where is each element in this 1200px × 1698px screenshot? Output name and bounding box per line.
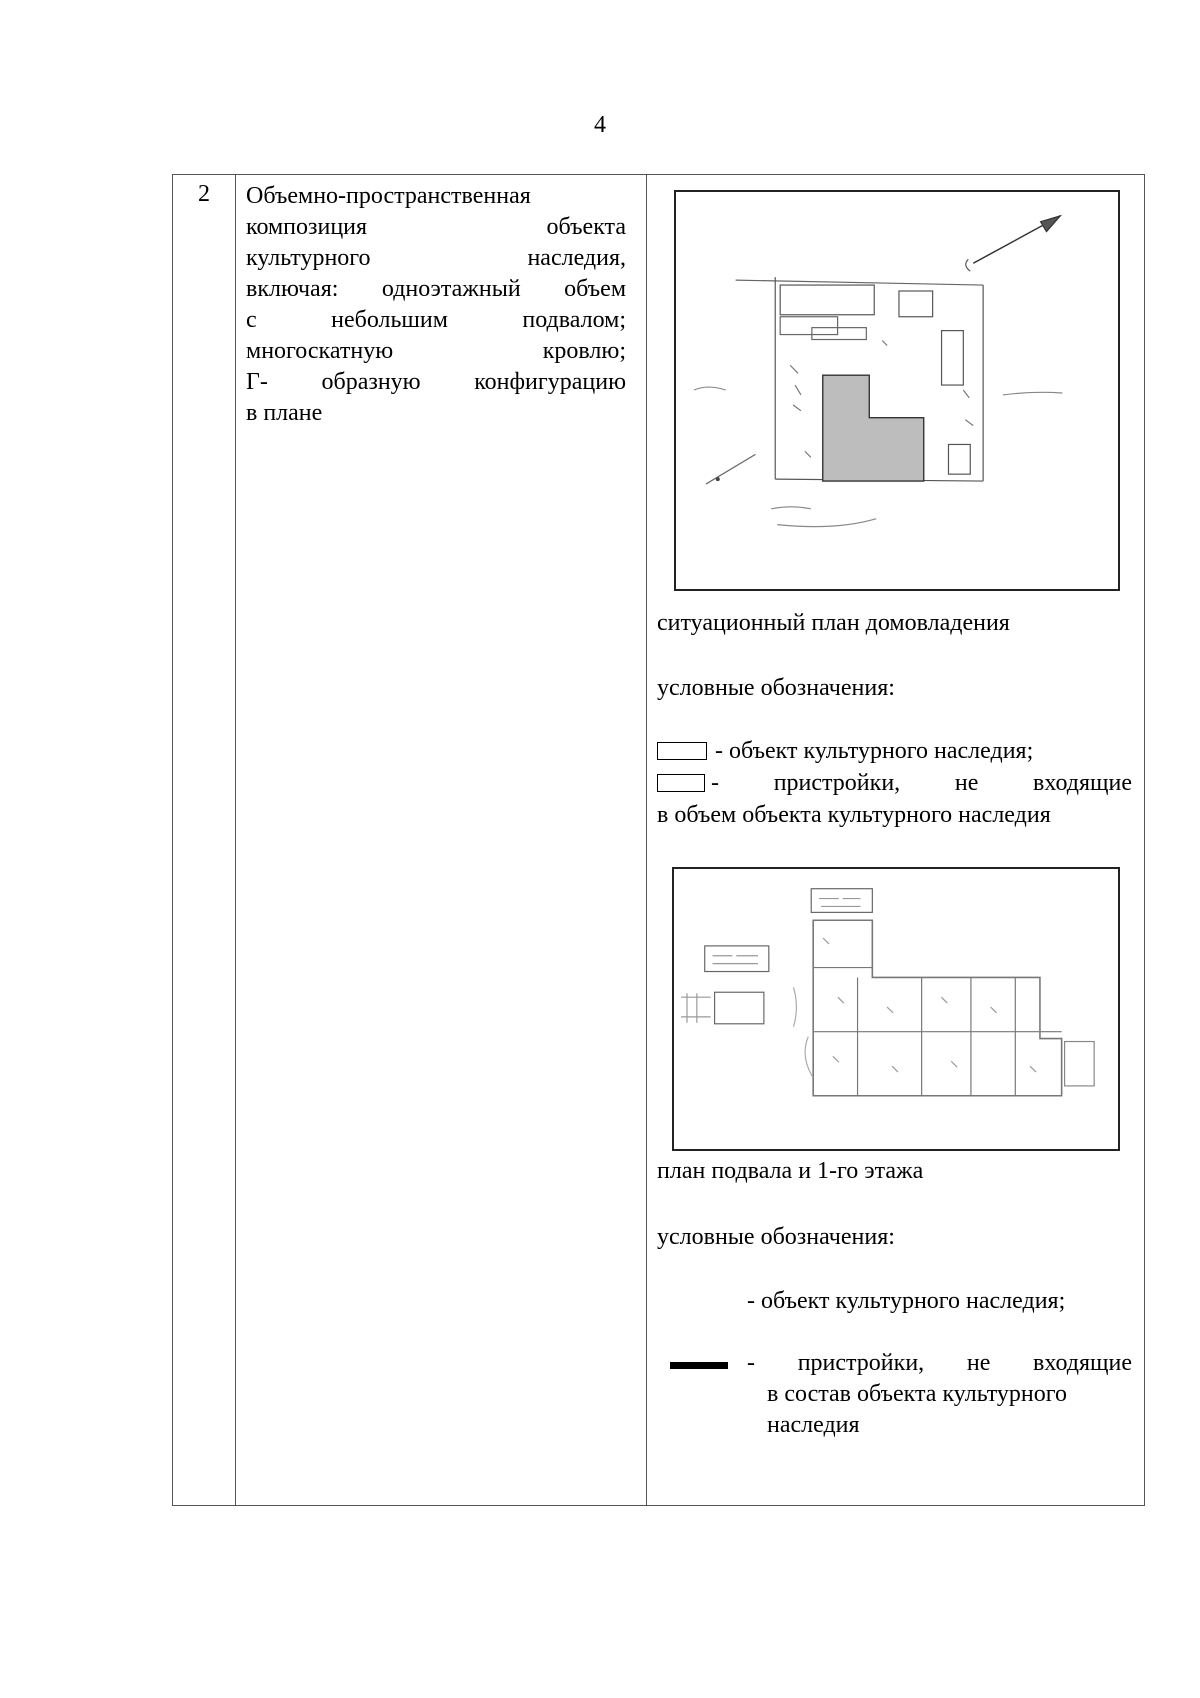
legend-title: условные обозначения: <box>657 1224 895 1250</box>
north-arrow-icon <box>966 216 1061 271</box>
column-divider <box>235 175 236 1505</box>
content-table <box>172 174 1145 1506</box>
description-line: с небольшим подвалом; <box>246 307 626 333</box>
site-plan-figure <box>674 190 1120 591</box>
legend-item-heritage: - объект культурного наследия; <box>747 1288 1066 1314</box>
legend-item-annex <box>657 768 1132 799</box>
legend-item-heritage <box>657 736 1132 767</box>
legend-word: входящие <box>1033 1350 1132 1376</box>
legend-dash: - <box>711 770 719 796</box>
legend-label: - объект культурного наследия; <box>715 738 1034 764</box>
description-line: композиция объекта <box>246 214 626 240</box>
description-line: Г- образную конфигурацию <box>246 369 626 395</box>
floor-plan-figure <box>672 867 1120 1151</box>
description-line: культурного наследия, <box>246 245 626 271</box>
site-plan-caption: ситуационный план домовладения <box>657 610 1010 636</box>
legend-word: пристройки, <box>797 1350 925 1376</box>
legend-swatch-thick-line <box>670 1362 728 1369</box>
description-line: в плане <box>246 400 323 426</box>
row-description <box>246 181 626 429</box>
description-line: Объемно-пространственная <box>246 183 531 209</box>
legend-word: не <box>954 770 979 796</box>
legend-word: входящие <box>1033 770 1132 796</box>
floor-plan-caption: план подвала и 1-го этажа <box>657 1158 924 1184</box>
legend-item-annex <box>747 1348 1132 1441</box>
legend-annex-line: наследия <box>767 1412 860 1438</box>
column-divider <box>646 175 647 1505</box>
description-line: многоскатную кровлю; <box>246 338 626 364</box>
legend-word: не <box>966 1350 991 1376</box>
site-plan-drawing <box>676 192 1118 589</box>
row-number: 2 <box>198 181 210 207</box>
legend-title: условные обозначения: <box>657 675 895 701</box>
legend-word: пристройки, <box>773 770 901 796</box>
legend-swatch-outline <box>657 774 705 792</box>
floor-plan-drawing <box>674 869 1118 1149</box>
legend-dash: - <box>747 1350 755 1376</box>
legend-swatch-outline <box>657 742 707 760</box>
legend-item-annex-continued: в объем объекта культурного наследия <box>657 802 1051 828</box>
page-number: 4 <box>594 112 606 138</box>
legend-annex-line: в состав объекта культурного <box>767 1381 1067 1407</box>
description-line: включая: одноэтажный объем <box>246 276 626 302</box>
